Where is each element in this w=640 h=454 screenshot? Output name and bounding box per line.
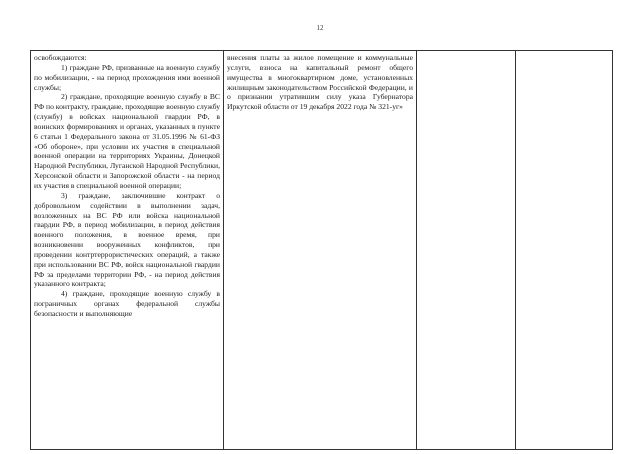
page-number: 12 [316, 24, 324, 32]
table-column-decree-reference [224, 51, 417, 449]
paragraph-item-3: 3) граждане, заключившие контракт о добровольном содействии в выполнении задач, возложенных на ВС РФ или войска национальной гвардии РФ, в период мобилизации, в период действия военного положения, в военное время, при возникновении вооруженных конфликтов, при проведении контртеррористических операций, а также при использовании ВС РФ, войск национальной гвардии РФ за пределами территории РФ, - на период действия указанного контракта; [34, 190, 220, 289]
paragraph-intro: освобождаются: [34, 53, 87, 62]
paragraph-decree: внесения платы за жилое помещение и коммунальные услуги, взноса на капитальный ремонт общего имущества в многоквартирном доме, установленных жилищным законодательством Российской Федерации, и о признании утратившим силу указа Губернатора Иркутской области от 19 декабря 2022 года № 321-уг» [227, 53, 413, 112]
paragraph-item-4: 4) граждане, проходящие военную службу в пограничных органах федеральной службы безопасности и выполняющие [34, 289, 220, 318]
paragraph-item-2: 2) граждане, проходящие военную службу в ВС РФ по контракту, граждане, проходящие военную службу (службу) в войсках национальной гвардии РФ, в воинских формированиях и органах, указанных в пункте 6 статьи 1 Федерального закона от 31.05.1996 № 61-ФЗ «Об обороне», при условии их участия в специальной военной операции на территориях Украины, Донецкой Народной Республики, Луганской Народной Республики, Херсонской области и Запорожской области - на период их участия в специальной военной операции; [34, 92, 220, 190]
table-column-exemptions [31, 51, 224, 449]
table-column-empty-3 [417, 51, 516, 449]
document-table [30, 50, 613, 450]
paragraph-item-1: 1) граждане РФ, призванные на военную службу по мобилизации, - на период прохождения ими военной службы; [34, 62, 220, 92]
table-column-empty-4 [516, 51, 612, 449]
